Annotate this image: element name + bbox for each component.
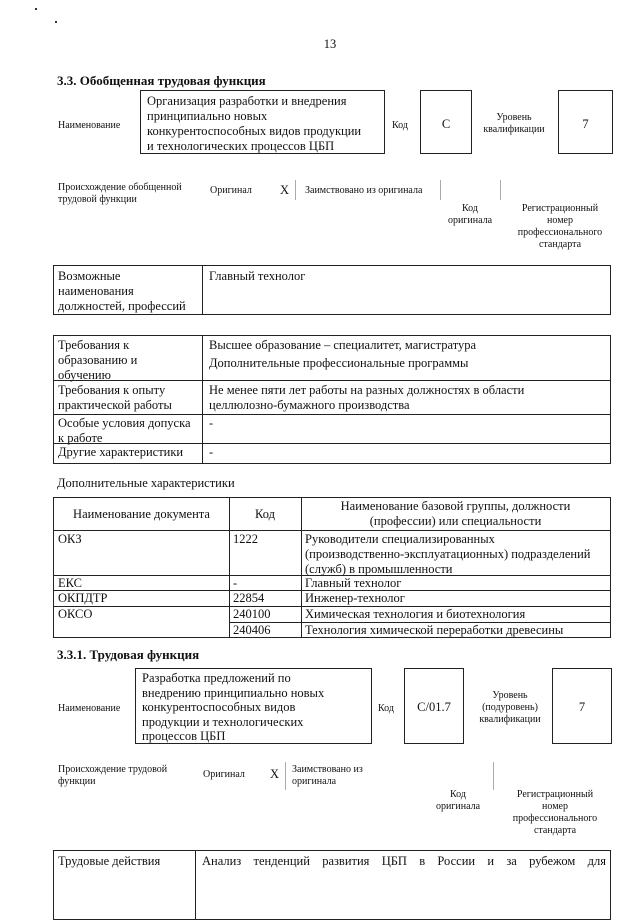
- labor-actions-table: [53, 850, 611, 920]
- row-eks-name: Главный технолог: [305, 576, 402, 590]
- labor-actions-first-line: Анализ тенденций развития ЦБП в России и за рубежом для: [202, 854, 606, 868]
- origin1-divider: [295, 180, 296, 200]
- positions-label: Возможные наименования должностей, профессий: [58, 269, 186, 313]
- gtf-name-value: Организация разработки и внедрения принципиально новых конкурентоспособных видов продукции и технологических процессов ЦБП: [147, 94, 362, 153]
- origin1-original-mark: X: [280, 183, 290, 197]
- gtf-level-box: [558, 90, 613, 154]
- origin2-divider: [285, 762, 286, 790]
- origin1-label: Происхождение обобщенной трудовой функции: [58, 182, 182, 205]
- row-eks-doc: ЕКС: [58, 576, 82, 590]
- additional-table: [53, 497, 611, 638]
- origin1-divider: [440, 180, 441, 200]
- req-education-value: Высшее образование – специалитет, магистратура Дополнительные профессиональные программы: [209, 338, 477, 370]
- gtf-code-box: [420, 90, 472, 154]
- row-okso2-name: Технология химической переработки древесины: [305, 623, 564, 637]
- tf-level-value: 7: [578, 700, 586, 714]
- tf-code-label: Код: [378, 703, 394, 714]
- row-okz-code: 1222: [233, 532, 258, 546]
- row-eks-code: -: [233, 576, 238, 590]
- origin2-label: Происхождение трудовой функции: [58, 764, 168, 787]
- row-okz-doc: ОКЗ: [58, 532, 82, 546]
- labor-actions-label: Трудовые действия: [58, 854, 161, 868]
- req-other-label: Другие характеристики: [58, 445, 184, 459]
- tf-level-label: Уровень (подуровень) квалификации: [479, 690, 541, 725]
- req-experience-label: Требования к опыту практической работы: [58, 383, 172, 412]
- page-number: 13: [323, 37, 337, 51]
- scan-speck: [35, 8, 37, 10]
- header-code: Код: [255, 507, 275, 521]
- origin1-code-original: Код оригинала: [447, 203, 493, 226]
- origin1-original-label: Оригинал: [210, 185, 252, 196]
- row-okpdtr-name: Инженер-технолог: [305, 591, 405, 605]
- req-education-label: Требования к образованию и обучению: [58, 338, 138, 382]
- tf-code-box: [404, 668, 464, 744]
- origin2-original-label: Оригинал: [203, 769, 245, 780]
- scan-speck: [55, 21, 57, 23]
- tf-name-label: Наименование: [58, 703, 121, 714]
- gtf-code-value: C: [441, 117, 451, 131]
- origin2-code-original: Код оригинала: [435, 789, 481, 812]
- origin2-borrowed-label: Заимствовано из оригинала: [292, 764, 363, 787]
- positions-value: Главный технолог: [209, 269, 306, 283]
- origin1-borrowed-label: Заимствовано из оригинала: [305, 185, 423, 196]
- row-okso-name: Химическая технология и биотехнология: [305, 607, 526, 621]
- row-okso2-code: 240406: [233, 623, 271, 637]
- subsection-heading: 3.3.1. Трудовая функция: [57, 647, 200, 662]
- req-conditions-label: Особые условия допуска к работе: [58, 416, 191, 445]
- origin2-divider: [493, 762, 494, 790]
- req-conditions-value: -: [209, 416, 214, 430]
- header-name: Наименование базовой группы, должности (профессии) или специальности: [340, 499, 571, 528]
- gtf-level-label: Уровень квалификации: [483, 112, 545, 135]
- row-okpdtr-doc: ОКПДТР: [58, 591, 108, 605]
- gtf-code-label: Код: [392, 120, 408, 131]
- origin1-reg-number: Регистрационный номер профессионального стандарта: [517, 203, 603, 250]
- gtf-name-box: [140, 90, 385, 154]
- gtf-level-value: 7: [582, 117, 589, 131]
- row-okz-name: Руководители специализированных (производственно-эксплуатационных) подразделений (служб) в промышленности: [305, 532, 591, 576]
- additional-title: Дополнительные характеристики: [57, 476, 235, 490]
- origin2-original-mark: X: [270, 767, 280, 781]
- tf-name-box: [135, 668, 372, 744]
- header-doc: Наименование документа: [73, 507, 210, 521]
- tf-level-box: [552, 668, 612, 744]
- origin1-divider: [500, 180, 501, 200]
- req-other-value: -: [209, 445, 214, 459]
- requirements-table: [53, 335, 611, 464]
- tf-name-value: Разработка предложений по внедрению принципиально новых конкурентоспособных видов продукции и технологических процессов ЦБП: [142, 671, 325, 743]
- row-okso-doc: ОКСО: [58, 607, 93, 621]
- row-okso-code: 240100: [233, 607, 271, 621]
- tf-code-value: C/01.7: [417, 700, 451, 714]
- positions-table: [53, 265, 611, 315]
- gtf-name-label: Наименование: [58, 120, 121, 131]
- row-okpdtr-code: 22854: [233, 591, 265, 605]
- section-heading: 3.3. Обобщенная трудовая функция: [57, 73, 266, 88]
- origin2-reg-number: Регистрационный номер профессионального стандарта: [512, 789, 598, 836]
- req-experience-value: Не менее пяти лет работы на разных должностях в области целлюлозно-бумажного производства: [209, 383, 525, 412]
